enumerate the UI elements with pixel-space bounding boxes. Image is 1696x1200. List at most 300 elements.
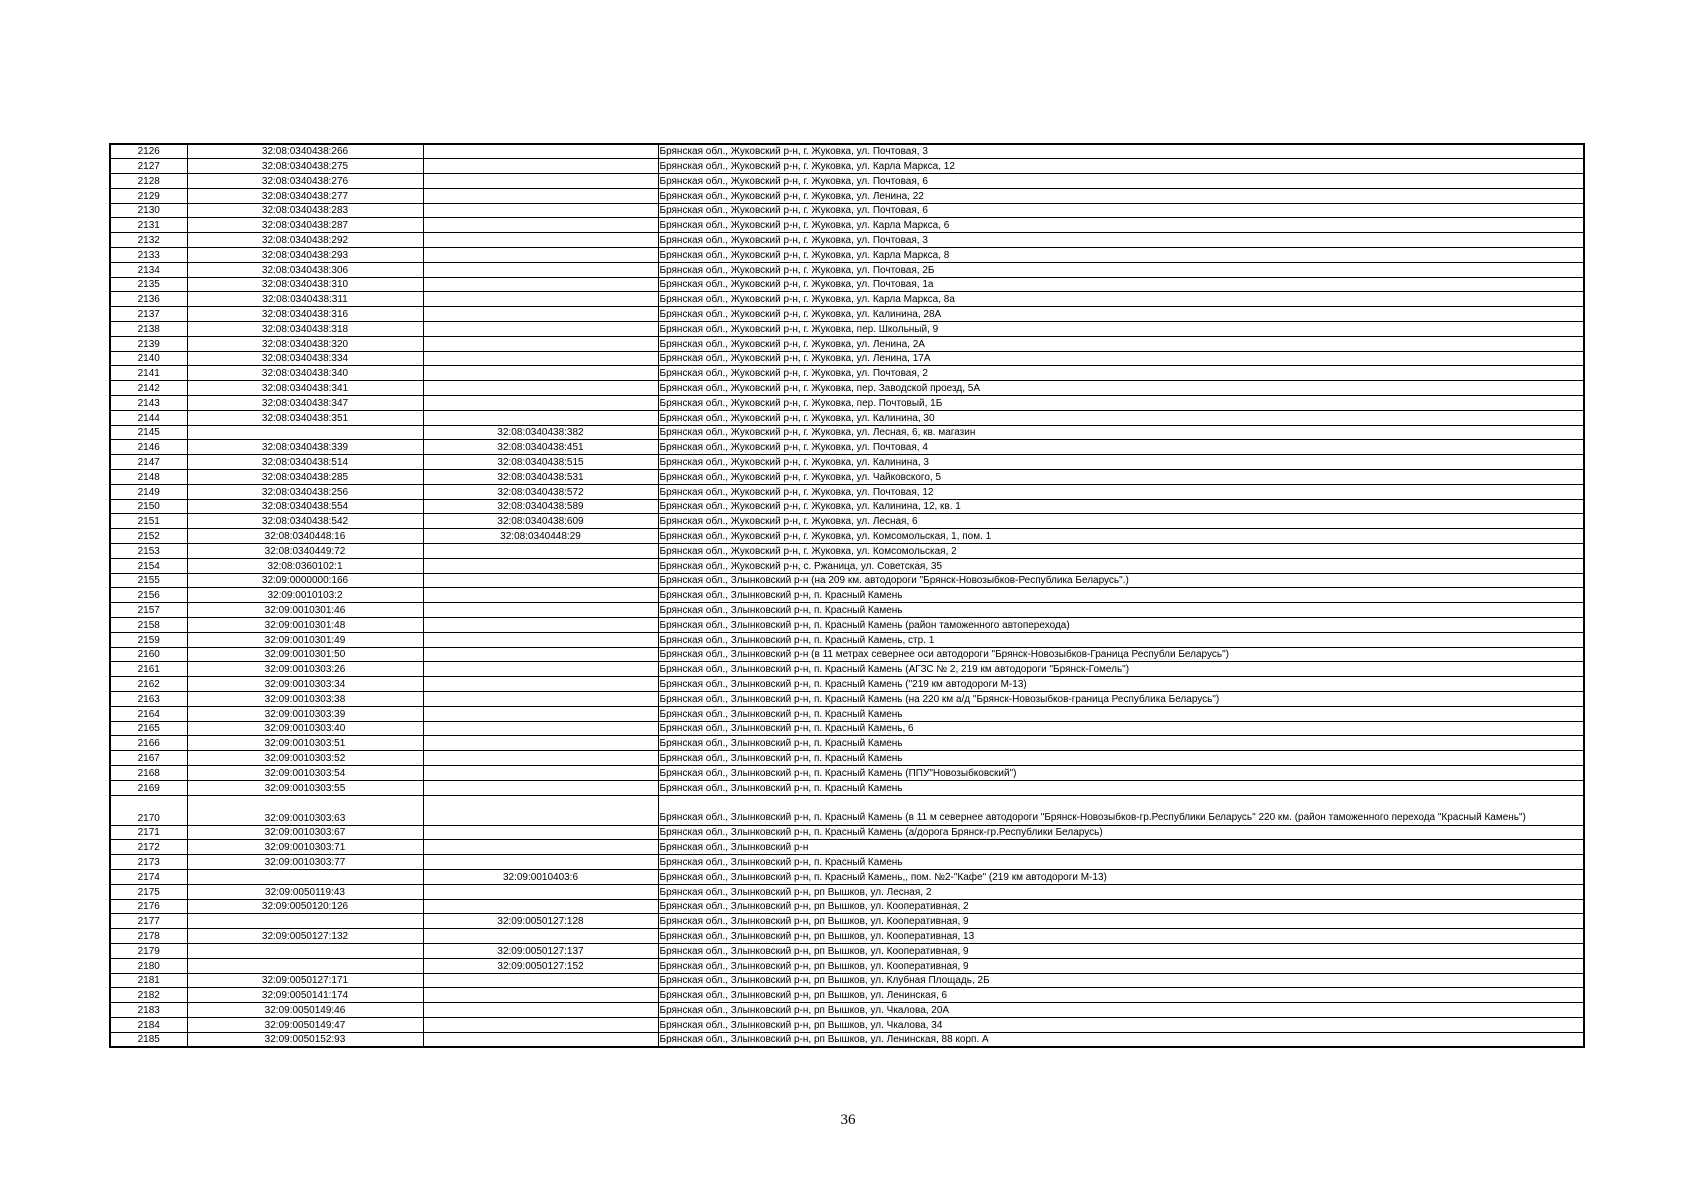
row-number-cell: 2143 (110, 396, 187, 411)
related-cadastral-number-cell (423, 929, 658, 944)
cadastral-number-cell: 32:09:0010103:2 (187, 588, 423, 603)
row-number-cell: 2138 (110, 322, 187, 337)
table-row (110, 958, 1584, 973)
table-row (110, 869, 1584, 884)
cadastral-number-cell (187, 425, 423, 440)
address-cell: Брянская обл., Жуковский р-н, г. Жуковка, ул. Почтовая, 6 (658, 203, 1584, 218)
related-cadastral-number-cell (423, 632, 658, 647)
address-cell: Брянская обл., Жуковский р-н, с. Ржаница, ул. Советская, 35 (658, 558, 1584, 573)
cadastral-number-cell: 32:08:0340438:340 (187, 366, 423, 381)
row-number-cell: 2173 (110, 855, 187, 870)
cadastral-number-cell: 32:08:0340438:341 (187, 381, 423, 396)
row-number-cell: 2170 (110, 795, 187, 825)
row-number-cell: 2149 (110, 484, 187, 499)
table-row (110, 855, 1584, 870)
cadastral-number-cell: 32:09:0010303:52 (187, 751, 423, 766)
table-row (110, 144, 1584, 159)
cadastral-number-cell: 32:08:0340438:287 (187, 218, 423, 233)
cadastral-number-cell: 32:08:0340438:334 (187, 351, 423, 366)
table-row (110, 780, 1584, 795)
cadastral-number-cell: 32:08:0340438:256 (187, 484, 423, 499)
address-cell: Брянская обл., Злынковский р-н, рп Вышков, ул. Ленинская, 6 (658, 988, 1584, 1003)
row-number-cell: 2145 (110, 425, 187, 440)
cadastral-number-cell: 32:09:0010301:49 (187, 632, 423, 647)
table-row (110, 159, 1584, 174)
address-cell: Брянская обл., Жуковский р-н, г. Жуковка, ул. Почтовая, 3 (658, 144, 1584, 159)
related-cadastral-number-cell: 32:09:0010403:6 (423, 869, 658, 884)
cadastral-number-cell: 32:08:0340438:266 (187, 144, 423, 159)
related-cadastral-number-cell (423, 277, 658, 292)
cadastral-number-cell: 32:08:0340438:292 (187, 233, 423, 248)
related-cadastral-number-cell (423, 988, 658, 1003)
table-row (110, 1003, 1584, 1018)
cadastral-number-cell: 32:08:0340438:554 (187, 499, 423, 514)
address-cell: Брянская обл., Злынковский р-н, п. Красный Камень (в 11 м севернее автодороги "Брянск-Новозыбков-гр.Республики Беларусь" 220 км. (район таможенного перехода "Красный Камень") (658, 795, 1584, 825)
related-cadastral-number-cell (423, 736, 658, 751)
cadastral-number-cell: 32:09:0010303:38 (187, 691, 423, 706)
address-cell: Брянская обл., Злынковский р-н, п. Красный Камень ("219 км автодороги М-13) (658, 677, 1584, 692)
row-number-cell: 2172 (110, 840, 187, 855)
table-row (110, 292, 1584, 307)
page-number: 36 (840, 1112, 856, 1128)
cadastral-number-cell: 32:08:0340438:293 (187, 248, 423, 263)
row-number-cell: 2180 (110, 958, 187, 973)
table-row (110, 188, 1584, 203)
related-cadastral-number-cell (423, 218, 658, 233)
row-number-cell: 2164 (110, 706, 187, 721)
address-cell: Брянская обл., Злынковский р-н, рп Вышков, ул. Чкалова, 34 (658, 1017, 1584, 1032)
related-cadastral-number-cell (423, 366, 658, 381)
table-row (110, 336, 1584, 351)
row-number-cell: 2151 (110, 514, 187, 529)
related-cadastral-number-cell (423, 322, 658, 337)
table-row (110, 943, 1584, 958)
table-row (110, 662, 1584, 677)
table-row (110, 825, 1584, 840)
address-cell: Брянская обл., Злынковский р-н, рп Вышков, ул. Кооперативная, 9 (658, 943, 1584, 958)
related-cadastral-number-cell: 32:08:0340438:531 (423, 470, 658, 485)
related-cadastral-number-cell: 32:09:0050127:128 (423, 914, 658, 929)
table-row (110, 795, 1584, 825)
row-number-cell: 2175 (110, 884, 187, 899)
cadastral-number-cell: 32:09:0010303:55 (187, 780, 423, 795)
row-number-cell: 2128 (110, 174, 187, 189)
cadastral-number-cell (187, 943, 423, 958)
row-number-cell: 2177 (110, 914, 187, 929)
address-cell: Брянская обл., Жуковский р-н, г. Жуковка, ул. Почтовая, 12 (658, 484, 1584, 499)
cadastral-number-cell: 32:09:0010303:39 (187, 706, 423, 721)
related-cadastral-number-cell (423, 573, 658, 588)
related-cadastral-number-cell: 32:08:0340438:451 (423, 440, 658, 455)
row-number-cell: 2185 (110, 1032, 187, 1047)
address-cell: Брянская обл., Жуковский р-н, г. Жуковка, ул. Калинина, 28А (658, 307, 1584, 322)
table-row (110, 647, 1584, 662)
table-row (110, 588, 1584, 603)
cadastral-number-cell: 32:08:0340438:306 (187, 262, 423, 277)
table-row (110, 573, 1584, 588)
cadastral-number-cell: 32:08:0340449:72 (187, 544, 423, 559)
row-number-cell: 2131 (110, 218, 187, 233)
address-cell: Брянская обл., Злынковский р-н, п. Красный Камень, 6 (658, 721, 1584, 736)
related-cadastral-number-cell (423, 381, 658, 396)
table-row (110, 499, 1584, 514)
row-number-cell: 2132 (110, 233, 187, 248)
address-cell: Брянская обл., Злынковский р-н (658, 840, 1584, 855)
address-cell: Брянская обл., Злынковский р-н, рп Вышков, ул. Чкалова, 20А (658, 1003, 1584, 1018)
cadastral-number-cell: 32:09:0010303:51 (187, 736, 423, 751)
related-cadastral-number-cell (423, 825, 658, 840)
related-cadastral-number-cell (423, 751, 658, 766)
table-row (110, 721, 1584, 736)
address-cell: Брянская обл., Злынковский р-н, п. Красный Камень (а/дорога Брянск-гр.Республики Беларусь) (658, 825, 1584, 840)
cadastral-number-cell: 32:09:0010303:34 (187, 677, 423, 692)
row-number-cell: 2184 (110, 1017, 187, 1032)
table-row (110, 973, 1584, 988)
address-cell: Брянская обл., Злынковский р-н, рп Вышков, ул. Кооперативная, 13 (658, 929, 1584, 944)
related-cadastral-number-cell (423, 973, 658, 988)
cadastral-number-cell: 32:08:0340438:276 (187, 174, 423, 189)
related-cadastral-number-cell (423, 544, 658, 559)
table-row (110, 262, 1584, 277)
row-number-cell: 2159 (110, 632, 187, 647)
address-cell: Брянская обл., Жуковский р-н, г. Жуковка, ул. Почтовая, 1а (658, 277, 1584, 292)
row-number-cell: 2141 (110, 366, 187, 381)
table-row (110, 603, 1584, 618)
table-row (110, 514, 1584, 529)
row-number-cell: 2142 (110, 381, 187, 396)
table-row (110, 529, 1584, 544)
address-cell: Брянская обл., Жуковский р-н, г. Жуковка, ул. Комсомольская, 2 (658, 544, 1584, 559)
row-number-cell: 2156 (110, 588, 187, 603)
address-cell: Брянская обл., Жуковский р-н, г. Жуковка, пер. Школьный, 9 (658, 322, 1584, 337)
related-cadastral-number-cell (423, 855, 658, 870)
related-cadastral-number-cell (423, 765, 658, 780)
table-row (110, 1032, 1584, 1047)
address-cell: Брянская обл., Злынковский р-н, п. Красный Камень (658, 588, 1584, 603)
row-number-cell: 2179 (110, 943, 187, 958)
address-cell: Брянская обл., Жуковский р-н, г. Жуковка, ул. Лесная, 6 (658, 514, 1584, 529)
related-cadastral-number-cell (423, 188, 658, 203)
address-cell: Брянская обл., Жуковский р-н, г. Жуковка, ул. Ленина, 2А (658, 336, 1584, 351)
address-cell: Брянская обл., Злынковский р-н, п. Красный Камень, стр. 1 (658, 632, 1584, 647)
address-cell: Брянская обл., Жуковский р-н, г. Жуковка, ул. Карла Маркса, 6 (658, 218, 1584, 233)
table-row (110, 988, 1584, 1003)
row-number-cell: 2158 (110, 618, 187, 633)
related-cadastral-number-cell (423, 603, 658, 618)
table-row (110, 706, 1584, 721)
cadastral-number-cell: 32:08:0340438:347 (187, 396, 423, 411)
address-cell: Брянская обл., Злынковский р-н, п. Красный Камень,, пом. №2-"Кафе" (219 км автодороги М-13) (658, 869, 1584, 884)
related-cadastral-number-cell (423, 1003, 658, 1018)
row-number-cell: 2127 (110, 159, 187, 174)
row-number-cell: 2165 (110, 721, 187, 736)
cadastral-table (109, 143, 1585, 1048)
table-row (110, 440, 1584, 455)
address-cell: Брянская обл., Жуковский р-н, г. Жуковка, ул. Почтовая, 4 (658, 440, 1584, 455)
table-row (110, 351, 1584, 366)
related-cadastral-number-cell (423, 647, 658, 662)
address-cell: Брянская обл., Злынковский р-н, п. Красный Камень (658, 603, 1584, 618)
address-cell: Брянская обл., Жуковский р-н, г. Жуковка, ул. Почтовая, 6 (658, 174, 1584, 189)
related-cadastral-number-cell: 32:08:0340438:609 (423, 514, 658, 529)
address-cell: Брянская обл., Злынковский р-н, п. Красный Камень (район таможенного автоперехода) (658, 618, 1584, 633)
cadastral-number-cell (187, 914, 423, 929)
related-cadastral-number-cell (423, 618, 658, 633)
address-cell: Брянская обл., Злынковский р-н, рп Вышков, ул. Лесная, 2 (658, 884, 1584, 899)
row-number-cell: 2163 (110, 691, 187, 706)
related-cadastral-number-cell: 32:08:0340448:29 (423, 529, 658, 544)
cadastral-number-cell: 32:08:0340438:277 (187, 188, 423, 203)
row-number-cell: 2182 (110, 988, 187, 1003)
address-cell: Брянская обл., Злынковский р-н (в 11 метрах севернее оси автодороги "Брянск-Новозыбков-Граница Республи Беларусь") (658, 647, 1584, 662)
cadastral-number-cell: 32:09:0010303:63 (187, 795, 423, 825)
table-row (110, 174, 1584, 189)
address-cell: Брянская обл., Жуковский р-н, г. Жуковка, ул. Карла Маркса, 12 (658, 159, 1584, 174)
cadastral-number-cell: 32:09:0010303:40 (187, 721, 423, 736)
cadastral-number-cell: 32:09:0010301:46 (187, 603, 423, 618)
cadastral-number-cell: 32:08:0340438:316 (187, 307, 423, 322)
row-number-cell: 2169 (110, 780, 187, 795)
address-cell: Брянская обл., Злынковский р-н, п. Красный Камень (658, 855, 1584, 870)
row-number-cell: 2171 (110, 825, 187, 840)
row-number-cell: 2176 (110, 899, 187, 914)
address-cell: Брянская обл., Жуковский р-н, г. Жуковка, ул. Почтовая, 3 (658, 233, 1584, 248)
related-cadastral-number-cell (423, 691, 658, 706)
cadastral-number-cell: 32:09:0010303:77 (187, 855, 423, 870)
cadastral-number-cell: 32:08:0340438:283 (187, 203, 423, 218)
address-cell: Брянская обл., Злынковский р-н, рп Вышков, ул. Кооперативная, 2 (658, 899, 1584, 914)
related-cadastral-number-cell (423, 174, 658, 189)
table-row (110, 840, 1584, 855)
row-number-cell: 2183 (110, 1003, 187, 1018)
row-number-cell: 2147 (110, 455, 187, 470)
address-cell: Брянская обл., Злынковский р-н, п. Красный Камень (658, 751, 1584, 766)
table-row (110, 929, 1584, 944)
address-cell: Брянская обл., Жуковский р-н, г. Жуковка, ул. Калинина, 12, кв. 1 (658, 499, 1584, 514)
address-cell: Брянская обл., Злынковский р-н, п. Красный Камень (658, 780, 1584, 795)
related-cadastral-number-cell (423, 780, 658, 795)
row-number-cell: 2135 (110, 277, 187, 292)
address-cell: Брянская обл., Злынковский р-н (на 209 км. автодороги "Брянск-Новозыбков-Республика Беларусь".) (658, 573, 1584, 588)
cadastral-number-cell: 32:08:0340438:310 (187, 277, 423, 292)
table-row (110, 484, 1584, 499)
cadastral-number-cell: 32:08:0340438:514 (187, 455, 423, 470)
table-row (110, 410, 1584, 425)
table-row (110, 307, 1584, 322)
table-row (110, 765, 1584, 780)
row-number-cell: 2150 (110, 499, 187, 514)
cadastral-number-cell (187, 869, 423, 884)
table-row (110, 736, 1584, 751)
row-number-cell: 2181 (110, 973, 187, 988)
cadastral-number-cell: 32:08:0340438:318 (187, 322, 423, 337)
address-cell: Брянская обл., Злынковский р-н, п. Красный Камень (658, 706, 1584, 721)
table-row (110, 558, 1584, 573)
table-row (110, 751, 1584, 766)
table-row (110, 381, 1584, 396)
row-number-cell: 2167 (110, 751, 187, 766)
row-number-cell: 2133 (110, 248, 187, 263)
address-cell: Брянская обл., Злынковский р-н, п. Красный Камень (АГЗС № 2, 219 км автодороги "Брянск-Гомель") (658, 662, 1584, 677)
related-cadastral-number-cell (423, 1017, 658, 1032)
table-row (110, 632, 1584, 647)
cadastral-number-cell: 32:09:0000000:166 (187, 573, 423, 588)
address-cell: Брянская обл., Злынковский р-н, рп Вышков, ул. Клубная Площадь, 2Б (658, 973, 1584, 988)
row-number-cell: 2136 (110, 292, 187, 307)
row-number-cell: 2154 (110, 558, 187, 573)
related-cadastral-number-cell (423, 307, 658, 322)
address-cell: Брянская обл., Жуковский р-н, г. Жуковка, ул. Почтовая, 2Б (658, 262, 1584, 277)
row-number-cell: 2137 (110, 307, 187, 322)
row-number-cell: 2157 (110, 603, 187, 618)
table-body (110, 144, 1584, 1047)
row-number-cell: 2155 (110, 573, 187, 588)
address-cell: Брянская обл., Злынковский р-н, рп Вышков, ул. Кооперативная, 9 (658, 914, 1584, 929)
related-cadastral-number-cell (423, 1032, 658, 1047)
address-cell: Брянская обл., Жуковский р-н, г. Жуковка, ул. Карла Маркса, 8 (658, 248, 1584, 263)
related-cadastral-number-cell (423, 795, 658, 825)
table-row (110, 277, 1584, 292)
related-cadastral-number-cell: 32:08:0340438:382 (423, 425, 658, 440)
related-cadastral-number-cell (423, 396, 658, 411)
address-cell: Брянская обл., Жуковский р-н, г. Жуковка, ул. Лесная, 6, кв. магазин (658, 425, 1584, 440)
cadastral-number-cell: 32:08:0340438:275 (187, 159, 423, 174)
table-row (110, 914, 1584, 929)
related-cadastral-number-cell (423, 336, 658, 351)
address-cell: Брянская обл., Злынковский р-н, рп Вышков, ул. Ленинская, 88 корп. А (658, 1032, 1584, 1047)
cadastral-number-cell: 32:09:0010303:26 (187, 662, 423, 677)
cadastral-number-cell: 32:09:0050141:174 (187, 988, 423, 1003)
address-cell: Брянская обл., Жуковский р-н, г. Жуковка, ул. Ленина, 17А (658, 351, 1584, 366)
table-row (110, 544, 1584, 559)
related-cadastral-number-cell (423, 351, 658, 366)
related-cadastral-number-cell (423, 588, 658, 603)
cadastral-number-cell: 32:08:0340438:320 (187, 336, 423, 351)
cadastral-number-cell: 32:09:0010303:71 (187, 840, 423, 855)
related-cadastral-number-cell: 32:09:0050127:137 (423, 943, 658, 958)
row-number-cell: 2139 (110, 336, 187, 351)
cadastral-number-cell: 32:08:0360102:1 (187, 558, 423, 573)
row-number-cell: 2162 (110, 677, 187, 692)
table-row (110, 470, 1584, 485)
address-cell: Брянская обл., Жуковский р-н, г. Жуковка, пер. Заводской проезд, 5А (658, 381, 1584, 396)
related-cadastral-number-cell (423, 233, 658, 248)
table-row (110, 691, 1584, 706)
table-row (110, 218, 1584, 233)
table-row (110, 322, 1584, 337)
address-cell: Брянская обл., Жуковский р-н, г. Жуковка, ул. Почтовая, 2 (658, 366, 1584, 381)
address-cell: Брянская обл., Жуковский р-н, г. Жуковка, ул. Комсомольская, 1, пом. 1 (658, 529, 1584, 544)
related-cadastral-number-cell (423, 248, 658, 263)
related-cadastral-number-cell: 32:08:0340438:515 (423, 455, 658, 470)
address-cell: Брянская обл., Злынковский р-н, п. Красный Камень (658, 736, 1584, 751)
row-number-cell: 2140 (110, 351, 187, 366)
cadastral-number-cell: 32:09:0050127:171 (187, 973, 423, 988)
related-cadastral-number-cell (423, 677, 658, 692)
row-number-cell: 2126 (110, 144, 187, 159)
row-number-cell: 2178 (110, 929, 187, 944)
row-number-cell: 2134 (110, 262, 187, 277)
cadastral-number-cell: 32:09:0050149:47 (187, 1017, 423, 1032)
related-cadastral-number-cell (423, 884, 658, 899)
cadastral-number-cell: 32:08:0340438:285 (187, 470, 423, 485)
row-number-cell: 2146 (110, 440, 187, 455)
related-cadastral-number-cell (423, 840, 658, 855)
table-row (110, 425, 1584, 440)
row-number-cell: 2166 (110, 736, 187, 751)
cadastral-number-cell: 32:08:0340448:16 (187, 529, 423, 544)
related-cadastral-number-cell: 32:09:0050127:152 (423, 958, 658, 973)
address-cell: Брянская обл., Жуковский р-н, г. Жуковка, пер. Почтовый, 1Б (658, 396, 1584, 411)
cadastral-number-cell: 32:09:0010301:50 (187, 647, 423, 662)
table-row (110, 396, 1584, 411)
address-cell: Брянская обл., Жуковский р-н, г. Жуковка, ул. Чайковского, 5 (658, 470, 1584, 485)
table-row (110, 899, 1584, 914)
row-number-cell: 2148 (110, 470, 187, 485)
related-cadastral-number-cell (423, 262, 658, 277)
row-number-cell: 2153 (110, 544, 187, 559)
cadastral-number-cell: 32:09:0010303:67 (187, 825, 423, 840)
table-row (110, 1017, 1584, 1032)
related-cadastral-number-cell (423, 159, 658, 174)
related-cadastral-number-cell (423, 721, 658, 736)
related-cadastral-number-cell (423, 706, 658, 721)
cadastral-number-cell: 32:09:0050120:126 (187, 899, 423, 914)
related-cadastral-number-cell: 32:08:0340438:572 (423, 484, 658, 499)
address-cell: Брянская обл., Жуковский р-н, г. Жуковка, ул. Ленина, 22 (658, 188, 1584, 203)
cadastral-number-cell: 32:09:0010301:48 (187, 618, 423, 633)
row-number-cell: 2174 (110, 869, 187, 884)
address-cell: Брянская обл., Жуковский р-н, г. Жуковка, ул. Карла Маркса, 8а (658, 292, 1584, 307)
cadastral-number-cell: 32:08:0340438:542 (187, 514, 423, 529)
address-cell: Брянская обл., Злынковский р-н, п. Красный Камень (на 220 км а/д "Брянск-Новозыбков-граница Республика Беларусь") (658, 691, 1584, 706)
table-row (110, 233, 1584, 248)
cadastral-number-cell: 32:09:0050152:93 (187, 1032, 423, 1047)
related-cadastral-number-cell (423, 899, 658, 914)
cadastral-number-cell: 32:09:0010303:54 (187, 765, 423, 780)
cadastral-number-cell: 32:08:0340438:351 (187, 410, 423, 425)
table-row (110, 203, 1584, 218)
row-number-cell: 2129 (110, 188, 187, 203)
related-cadastral-number-cell (423, 558, 658, 573)
related-cadastral-number-cell (423, 203, 658, 218)
table-row (110, 455, 1584, 470)
cadastral-number-cell: 32:09:0050119:43 (187, 884, 423, 899)
cadastral-number-cell: 32:09:0050149:46 (187, 1003, 423, 1018)
row-number-cell: 2161 (110, 662, 187, 677)
table-row (110, 618, 1584, 633)
table-row (110, 884, 1584, 899)
address-cell: Брянская обл., Жуковский р-н, г. Жуковка, ул. Калинина, 30 (658, 410, 1584, 425)
cadastral-number-cell (187, 958, 423, 973)
cadastral-number-cell: 32:09:0050127:132 (187, 929, 423, 944)
related-cadastral-number-cell (423, 662, 658, 677)
related-cadastral-number-cell: 32:08:0340438:589 (423, 499, 658, 514)
related-cadastral-number-cell (423, 144, 658, 159)
related-cadastral-number-cell (423, 410, 658, 425)
row-number-cell: 2144 (110, 410, 187, 425)
address-cell: Брянская обл., Жуковский р-н, г. Жуковка, ул. Калинина, 3 (658, 455, 1584, 470)
row-number-cell: 2168 (110, 765, 187, 780)
table-row (110, 677, 1584, 692)
address-cell: Брянская обл., Злынковский р-н, п. Красный Камень (ППУ"Новозыбковский") (658, 765, 1584, 780)
row-number-cell: 2160 (110, 647, 187, 662)
cadastral-number-cell: 32:08:0340438:339 (187, 440, 423, 455)
row-number-cell: 2152 (110, 529, 187, 544)
address-cell: Брянская обл., Злынковский р-н, рп Вышков, ул. Кооперативная, 9 (658, 958, 1584, 973)
table-row (110, 248, 1584, 263)
table-row (110, 366, 1584, 381)
